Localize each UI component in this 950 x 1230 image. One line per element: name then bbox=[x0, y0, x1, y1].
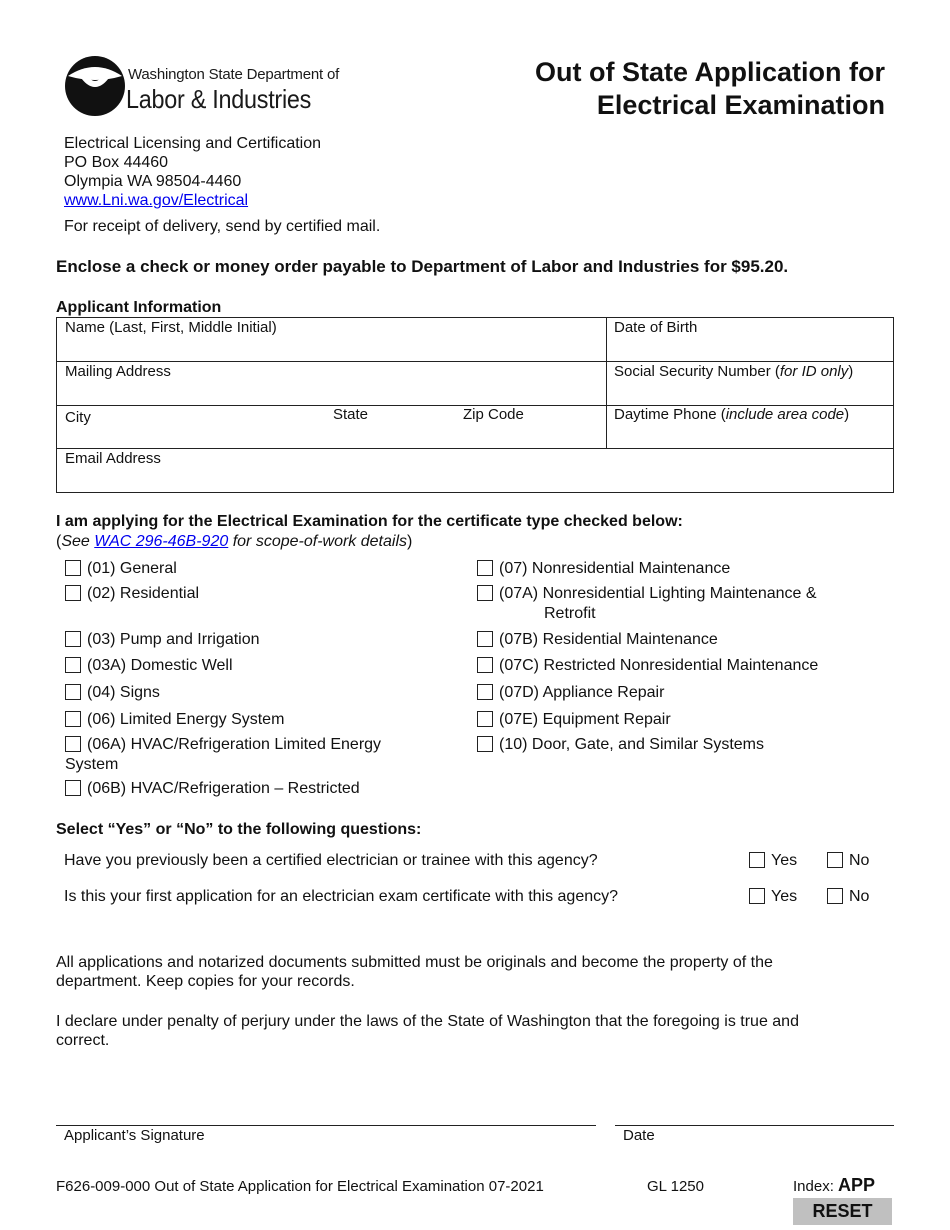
checkbox[interactable] bbox=[477, 585, 493, 601]
reset-button[interactable]: RESET bbox=[793, 1198, 892, 1225]
q2-no-option[interactable] bbox=[827, 888, 869, 906]
cert-option-06a[interactable] bbox=[65, 735, 381, 754]
cert-option-06b[interactable] bbox=[65, 779, 360, 798]
table-divider-vertical bbox=[606, 318, 607, 449]
dob-field[interactable]: Date of Birth bbox=[614, 319, 698, 336]
wac-link[interactable]: WAC 296-46B-920 bbox=[94, 533, 229, 550]
city-field[interactable]: City bbox=[65, 409, 91, 426]
applicant-info-table bbox=[56, 317, 894, 493]
cert-label: (07) Nonresidential Maintenance bbox=[499, 560, 731, 577]
website-link[interactable]: www.Lni.wa.gov/Electrical bbox=[64, 192, 249, 209]
address-line-3: Olympia WA 98504-4460 bbox=[64, 173, 242, 190]
email-field[interactable]: Email Address bbox=[65, 450, 161, 467]
cert-option-07e[interactable] bbox=[477, 710, 671, 729]
scope-details: for scope-of-work details bbox=[232, 533, 407, 550]
checkbox[interactable] bbox=[827, 888, 843, 904]
cert-option-10[interactable] bbox=[477, 735, 764, 754]
q1-no-option[interactable] bbox=[827, 852, 869, 870]
phone-note: include area code bbox=[725, 406, 845, 423]
gl-code: GL 1250 bbox=[647, 1178, 704, 1195]
cert-label: (01) General bbox=[87, 560, 177, 577]
checkbox[interactable] bbox=[477, 736, 493, 752]
checkbox[interactable] bbox=[65, 780, 81, 796]
scope-close: ) bbox=[407, 533, 413, 550]
no-label: No bbox=[849, 888, 870, 905]
cert-option-04[interactable] bbox=[65, 683, 160, 702]
checkbox[interactable] bbox=[749, 888, 765, 904]
cert-label: (10) Door, Gate, and Similar Systems bbox=[499, 736, 764, 753]
form-id: F626-009-000 Out of State Application for Electrical Examination 07-2021 bbox=[56, 1178, 544, 1195]
zip-field[interactable]: Zip Code bbox=[463, 406, 524, 423]
logo-agency-text: Labor & Industries bbox=[126, 84, 312, 114]
cert-option-03a[interactable] bbox=[65, 656, 233, 675]
scope-note bbox=[56, 533, 412, 551]
question-2: Is this your first application for an electrician exam certificate with this agency? bbox=[64, 888, 619, 905]
cert-option-07[interactable] bbox=[477, 559, 730, 578]
originals-notice: All applications and notarized documents submitted must be originals and become the property of the department. Keep copies for your records. bbox=[56, 954, 773, 990]
date-line[interactable] bbox=[615, 1125, 894, 1126]
checkbox[interactable] bbox=[65, 585, 81, 601]
certified-mail-note: For receipt of delivery, send by certified mail. bbox=[64, 218, 381, 235]
index-value: APP bbox=[838, 1175, 876, 1195]
applicant-info-heading: Applicant Information bbox=[56, 299, 222, 316]
cert-label: (06A) HVAC/Refrigeration Limited Energy bbox=[87, 736, 382, 753]
table-divider bbox=[57, 361, 893, 362]
cert-label: (07D) Appliance Repair bbox=[499, 684, 665, 701]
cert-label: (07A) Nonresidential Lighting Maintenance & bbox=[499, 585, 817, 602]
checkbox[interactable] bbox=[65, 711, 81, 727]
state-field[interactable]: State bbox=[333, 406, 369, 423]
perjury-declaration: I declare under penalty of perjury under the laws of the State of Washington that the foregoing is true and correct. bbox=[56, 1013, 799, 1049]
scope-see: See bbox=[61, 533, 90, 550]
address-line-2: PO Box 44460 bbox=[64, 154, 169, 171]
checkbox[interactable] bbox=[65, 657, 81, 673]
ssn-field[interactable] bbox=[614, 363, 853, 380]
cert-option-07d[interactable] bbox=[477, 683, 664, 702]
index-code bbox=[793, 1175, 875, 1196]
checkbox[interactable] bbox=[477, 657, 493, 673]
index-label: Index: bbox=[793, 1178, 834, 1195]
cert-label: (06B) HVAC/Refrigeration – Restricted bbox=[87, 780, 360, 797]
cert-option-07a[interactable] bbox=[477, 584, 817, 603]
checkbox[interactable] bbox=[749, 852, 765, 868]
mailing-address-block bbox=[64, 134, 321, 210]
cert-label: (07B) Residential Maintenance bbox=[499, 631, 718, 648]
checkbox[interactable] bbox=[65, 684, 81, 700]
mailing-address-field[interactable]: Mailing Address bbox=[65, 363, 171, 380]
cert-label: (07C) Restricted Nonresidential Maintenance bbox=[499, 657, 819, 674]
cert-option-07c[interactable] bbox=[477, 656, 818, 675]
address-line-1: Electrical Licensing and Certification bbox=[64, 135, 322, 152]
scope-open: ( bbox=[56, 533, 62, 550]
checkbox[interactable] bbox=[477, 560, 493, 576]
cert-label: (02) Residential bbox=[87, 585, 200, 602]
phone-field[interactable] bbox=[614, 406, 849, 423]
checkbox[interactable] bbox=[65, 736, 81, 752]
question-1: Have you previously been a certified electrician or trainee with this agency? bbox=[64, 852, 598, 869]
ssn-label-close: ) bbox=[848, 363, 854, 380]
questions-heading: Select “Yes” or “No” to the following questions: bbox=[56, 821, 422, 838]
phone-label-close: ) bbox=[844, 406, 850, 423]
cert-label: (03) Pump and Irrigation bbox=[87, 631, 260, 648]
checkbox[interactable] bbox=[477, 631, 493, 647]
date-label: Date bbox=[623, 1127, 655, 1144]
checkbox[interactable] bbox=[477, 711, 493, 727]
signature-label: Applicant’s Signature bbox=[64, 1127, 205, 1144]
checkbox[interactable] bbox=[65, 631, 81, 647]
no-label: No bbox=[849, 852, 870, 869]
page-title bbox=[535, 56, 885, 122]
cert-label: (06) Limited Energy System bbox=[87, 711, 285, 728]
checkbox[interactable] bbox=[827, 852, 843, 868]
name-field[interactable]: Name (Last, First, Middle Initial) bbox=[65, 319, 277, 336]
cert-option-06a-continued: System bbox=[65, 756, 119, 773]
logo-dept-text: Washington State Department of bbox=[128, 66, 340, 83]
cert-label: (03A) Domestic Well bbox=[87, 657, 233, 674]
cert-label: (07E) Equipment Repair bbox=[499, 711, 671, 728]
certificate-heading: I am applying for the Electrical Examination for the certificate type checked below: bbox=[56, 513, 683, 530]
q2-yes-option[interactable] bbox=[749, 888, 797, 906]
checkbox[interactable] bbox=[477, 684, 493, 700]
cert-label: (04) Signs bbox=[87, 684, 160, 701]
cert-option-01[interactable] bbox=[65, 559, 177, 578]
cert-option-03[interactable] bbox=[65, 630, 260, 649]
yes-label: Yes bbox=[771, 888, 798, 905]
fee-instruction: Enclose a check or money order payable to Department of Labor and Industries for $95.20. bbox=[56, 257, 789, 276]
title-line-1: Out of State Application for bbox=[535, 57, 885, 87]
table-divider bbox=[57, 448, 893, 449]
cert-option-06[interactable] bbox=[65, 710, 284, 729]
checkbox[interactable] bbox=[65, 560, 81, 576]
q1-yes-option[interactable] bbox=[749, 852, 797, 870]
cert-option-07a-continued: Retrofit bbox=[544, 605, 596, 622]
yes-label: Yes bbox=[771, 852, 798, 869]
ssn-note: for ID only bbox=[779, 363, 849, 380]
phone-label: Daytime Phone ( bbox=[614, 406, 726, 423]
cert-option-02[interactable] bbox=[65, 584, 199, 603]
cert-option-07b[interactable] bbox=[477, 630, 718, 649]
ssn-label: Social Security Number ( bbox=[614, 363, 780, 380]
lni-logo-icon bbox=[64, 54, 126, 118]
title-line-2: Electrical Examination bbox=[596, 90, 885, 120]
signature-line[interactable] bbox=[56, 1125, 596, 1126]
